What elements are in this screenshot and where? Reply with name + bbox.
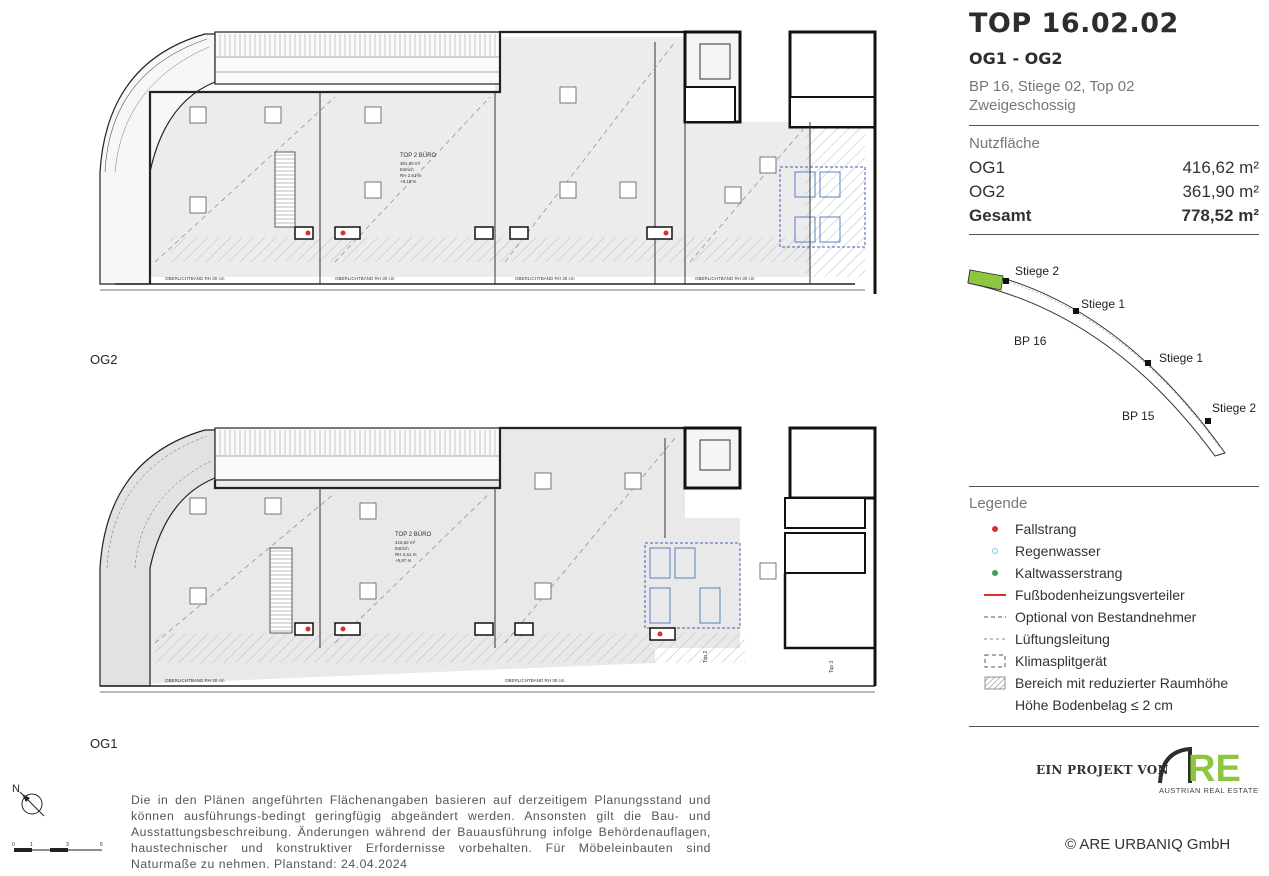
heating-line-icon (982, 588, 1008, 602)
are-logo-subtitle: AUSTRIAN REAL ESTATE (1159, 786, 1259, 795)
info-panel (969, 8, 1259, 235)
legend-label: Lüftungsleitung (1015, 631, 1110, 647)
svg-text:RE: RE (1188, 748, 1241, 785)
area-row (969, 156, 1259, 180)
kaltwasser-icon (982, 566, 1008, 580)
og1-tag-top2: Top 2 (703, 650, 709, 663)
site-label: Stiege 2 (1015, 264, 1060, 278)
legend-item (982, 562, 1122, 584)
og1-room-name: TOP 2 BÜRO (395, 532, 432, 538)
area-label: OG1 (969, 158, 1005, 177)
legend-spacer (982, 698, 1008, 712)
divider (969, 486, 1259, 487)
legend-label: Regenwasser (1015, 543, 1101, 559)
og1-room-floor: Estrich (395, 546, 409, 551)
scale-tick-label: 3 (66, 842, 69, 848)
north-label: N (12, 783, 20, 795)
unit-type: Zweigeschossig (969, 97, 1076, 114)
divider (969, 726, 1259, 727)
legend-item (982, 650, 1107, 672)
legend-label: Bereich mit reduzierter Raumhöhe (1015, 675, 1229, 691)
legend-item (982, 540, 1101, 562)
area-value: 416,62 m² (1182, 158, 1259, 177)
legend-item (982, 606, 1196, 628)
area-value: 361,90 m² (1182, 182, 1259, 201)
projekt-label: EIN PROJEKT VON (1036, 763, 1169, 777)
legend-item (982, 694, 1173, 716)
area-row (969, 180, 1259, 204)
og1-room-height: RH 2,61 m (395, 552, 417, 557)
legend-label: Fußbodenheizungsverteiler (1015, 587, 1185, 603)
legend-label: Fallstrang (1015, 521, 1077, 537)
og2-room-area: 361,90 m² (400, 161, 421, 166)
disclaimer: Die in den Plänen angeführten Flächenangaben basieren auf derzeitigem Planungsstand und können ausführungs-bedingt geringfügig abgeändert werden. Ansonsten gilt die Bau- und Ausstattungsbeschreibung. Änderungen während der Bauausführung infolge Behördenauflagen, haustechnischer und konstruktiver Erfordernisse vorbehalten. Für Möbeleinbauten sind Naturmaße zu nehmen. Planstand: 24.04.2024 (131, 793, 711, 871)
legend-label: Optional von Bestandnehmer (1015, 609, 1197, 625)
og1-label: OG1 (90, 736, 118, 751)
og2-room-name: TOP 2 BÜRO (400, 153, 437, 159)
site-map (965, 258, 1265, 468)
og2-top-gallery (215, 32, 500, 84)
floor-plan-og1 (95, 418, 885, 700)
unit-floors: OG1 - OG2 (969, 49, 1063, 68)
copyright: © ARE URBANIQ GmbH (1065, 836, 1231, 853)
unit-address: BP 16, Stiege 02, Top 02 (969, 78, 1135, 95)
og1-tag-top3: Top 3 (829, 660, 835, 673)
are-logo (1158, 745, 1260, 790)
legend-label: Kaltwasserstrang (1015, 565, 1123, 581)
floor-plan-og2 (95, 22, 885, 304)
site-unit-highlight (968, 270, 1003, 290)
optional-dashed-icon (982, 610, 1008, 624)
site-label: BP 16 (1014, 334, 1047, 348)
scale-tick-label: 1 (30, 842, 33, 848)
scale-tick-label: 5 (100, 842, 103, 848)
og2-strip-label: OBERLICHTBAND RH 30 cm (695, 276, 755, 281)
site-label: BP 15 (1122, 409, 1155, 423)
site-label: Stiege 1 (1159, 351, 1204, 365)
site-label: Stiege 1 (1081, 297, 1126, 311)
area-label: OG2 (969, 182, 1005, 201)
scale-tick-label: 0 (12, 842, 15, 848)
scale-bar (12, 840, 107, 854)
legend-label: Höhe Bodenbelag ≤ 2 cm (1015, 697, 1173, 713)
ventilation-dashed-icon (982, 632, 1008, 646)
legend-item (982, 672, 1228, 694)
og2-room-height: RH 2,61 m (400, 173, 422, 178)
area-heading: Nutzfläche (969, 135, 1040, 152)
area-label: Gesamt (969, 206, 1032, 225)
north-arrow (10, 780, 50, 820)
hatch-icon (982, 676, 1008, 690)
og2-hatch-strip (170, 237, 810, 262)
divider (969, 125, 1259, 126)
site-label: Stiege 2 (1212, 401, 1257, 415)
og1-strip-label: OBERLICHTBAND RH 30 cm (505, 678, 565, 683)
area-row-total (969, 204, 1259, 228)
ac-box-icon (982, 654, 1008, 668)
og2-strip-label: OBERLICHTBAND RH 30 cm (165, 276, 225, 281)
og1-room-level: +5,87 m (395, 558, 412, 563)
area-table (969, 156, 1259, 228)
og1-room-area: 416,62 m² (395, 540, 416, 545)
legend-item (982, 518, 1076, 540)
unit-title: TOP 16.02.02 (969, 8, 1179, 39)
legend-item (982, 584, 1185, 606)
legend-label: Klimasplitgerät (1015, 653, 1107, 669)
og2-strip-label: OBERLICHTBAND RH 30 cm (335, 276, 395, 281)
legend-heading: Legende (969, 495, 1028, 512)
og2-strip-label: OBERLICHTBAND RH 30 cm (515, 276, 575, 281)
og2-room-level: +9,19 m (400, 179, 417, 184)
area-value: 778,52 m² (1181, 206, 1259, 225)
divider (969, 234, 1259, 235)
og1-core (685, 428, 740, 488)
fallstrang-icon (982, 522, 1008, 536)
og1-strip-label: OBERLICHTBAND RH 30 cm (165, 678, 225, 683)
og2-label: OG2 (90, 352, 118, 367)
og2-room-floor: Estrich (400, 167, 414, 172)
legend-item (982, 628, 1110, 650)
regenwasser-icon (982, 544, 1008, 558)
